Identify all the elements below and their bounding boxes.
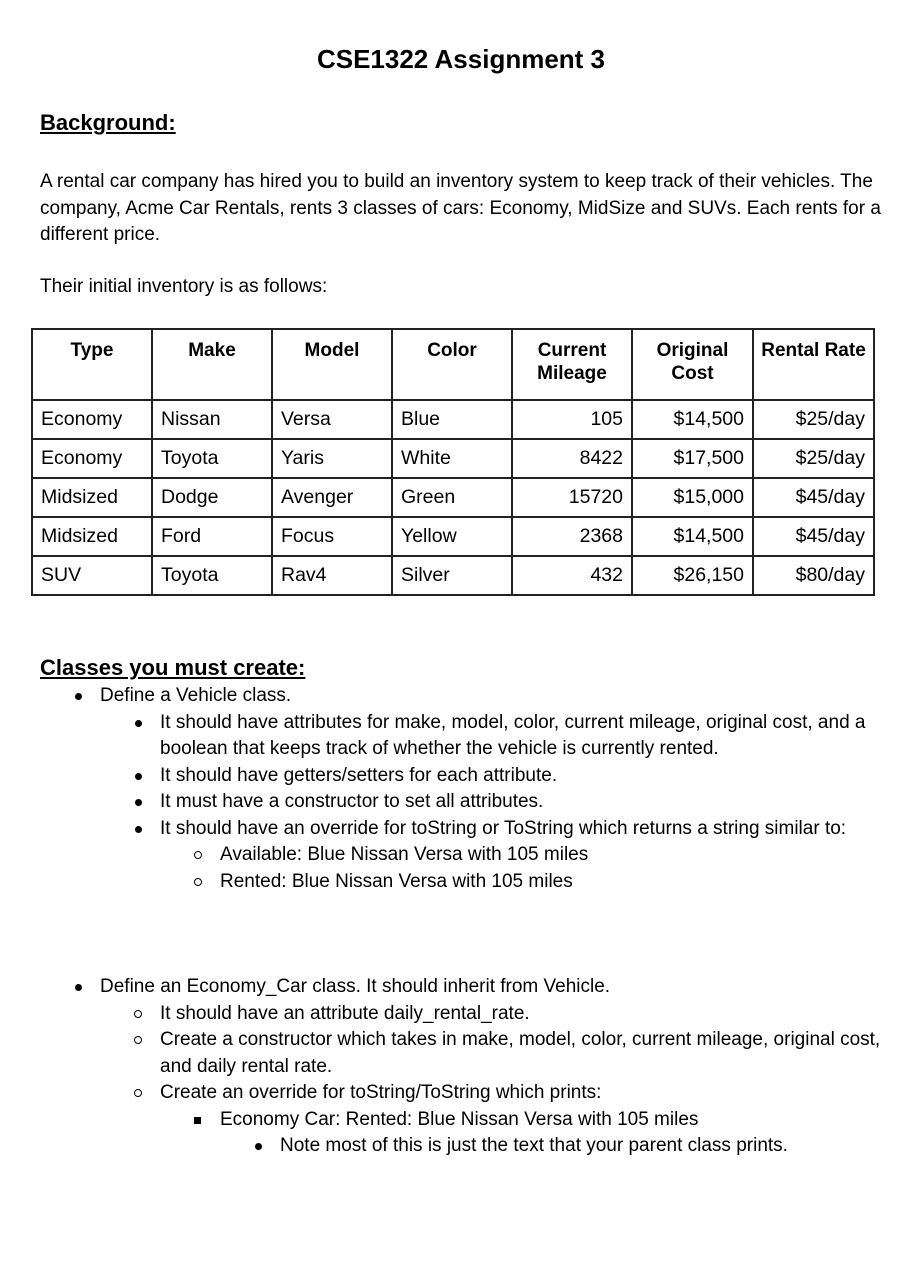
economy-tostring-example [220,1107,890,1160]
cell-model: Focus [272,517,392,556]
list-item [220,1107,890,1160]
cell-color: White [392,439,512,478]
cell-rate: $25/day [753,400,874,439]
cell-color: Blue [392,400,512,439]
economy-example-text: Economy Car: Rented: Blue Nissan Versa with 105 miles [220,1108,699,1130]
table-row [32,439,874,478]
list-item: It should have attributes for make, model, color, current mileage, original cost, and a boolean that keeps track of whether the vehicle is currently rented. [160,710,890,763]
header-make: Make [152,329,272,400]
list-item [160,816,890,896]
cell-rate: $45/day [753,478,874,517]
cell-cost: $14,500 [632,400,753,439]
classes-heading: Classes you must create: [40,655,306,680]
list-item: It should have an attribute daily_rental_rate. [160,1001,890,1028]
cell-color: Yellow [392,517,512,556]
cell-rate: $25/day [753,439,874,478]
cell-mileage: 105 [512,400,632,439]
cell-mileage: 2368 [512,517,632,556]
cell-make: Toyota [152,439,272,478]
list-item: It must have a constructor to set all attributes. [160,789,890,816]
header-current-mileage: Current Mileage [512,329,632,400]
header-type: Type [32,329,152,400]
cell-type: SUV [32,556,152,595]
cell-mileage: 8422 [512,439,632,478]
list-item: Available: Blue Nissan Versa with 105 miles [220,842,890,869]
vehicle-class-label: Define a Vehicle class. [100,685,292,706]
table-row [32,517,874,556]
vehicle-requirements [160,710,890,896]
economy-requirements [160,1001,890,1160]
header-original-cost: Original Cost [632,329,753,400]
inventory-intro: Their initial inventory is as follows: [40,276,328,297]
tostring-examples [220,842,890,895]
economy-class-list [100,974,890,1160]
list-item: It should have getters/setters for each attribute. [160,763,890,790]
list-item: Create a constructor which takes in make, model, color, current mileage, original cost, and daily rental rate. [160,1027,890,1080]
table-row [32,478,874,517]
cell-rate: $80/day [753,556,874,595]
list-item: Rented: Blue Nissan Versa with 105 miles [220,869,890,896]
vehicle-class-list [100,683,890,895]
cell-type: Midsized [32,478,152,517]
list-item: Note most of this is just the text that your parent class prints. [280,1133,890,1160]
economy-class-label: Define an Economy_Car class. It should inherit from Vehicle. [100,976,611,997]
tostring-requirement: It should have an override for toString or ToString which returns a string similar to: [160,817,847,839]
inventory-table [31,328,875,596]
cell-cost: $26,150 [632,556,753,595]
cell-type: Economy [32,400,152,439]
page-title: CSE1322 Assignment 3 [316,44,606,74]
cell-mileage: 15720 [512,478,632,517]
cell-model: Versa [272,400,392,439]
cell-cost: $17,500 [632,439,753,478]
header-rental-rate: Rental Rate [753,329,874,400]
cell-mileage: 432 [512,556,632,595]
cell-model: Yaris [272,439,392,478]
cell-color: Green [392,478,512,517]
cell-make: Dodge [152,478,272,517]
table-row [32,556,874,595]
cell-color: Silver [392,556,512,595]
cell-make: Ford [152,517,272,556]
background-heading: Background: [40,110,176,135]
list-item [100,683,890,895]
cell-rate: $45/day [753,517,874,556]
cell-cost: $15,000 [632,478,753,517]
cell-make: Nissan [152,400,272,439]
background-paragraph: A rental car company has hired you to build an inventory system to keep track of their vehicles. The company, Acme Car Rentals, rents 3 classes of cars: Economy, MidSize and SUVs. Each rents for a different price. [40,171,881,245]
header-color: Color [392,329,512,400]
economy-note-list [280,1133,890,1160]
economy-tostring-requirement: Create an override for toString/ToString which prints: [160,1082,602,1103]
cell-model: Rav4 [272,556,392,595]
cell-type: Economy [32,439,152,478]
cell-model: Avenger [272,478,392,517]
cell-type: Midsized [32,517,152,556]
cell-cost: $14,500 [632,517,753,556]
cell-make: Toyota [152,556,272,595]
header-model: Model [272,329,392,400]
list-item [100,974,890,1160]
table-row [32,400,874,439]
list-item [160,1080,890,1160]
table-header-row [32,329,874,400]
